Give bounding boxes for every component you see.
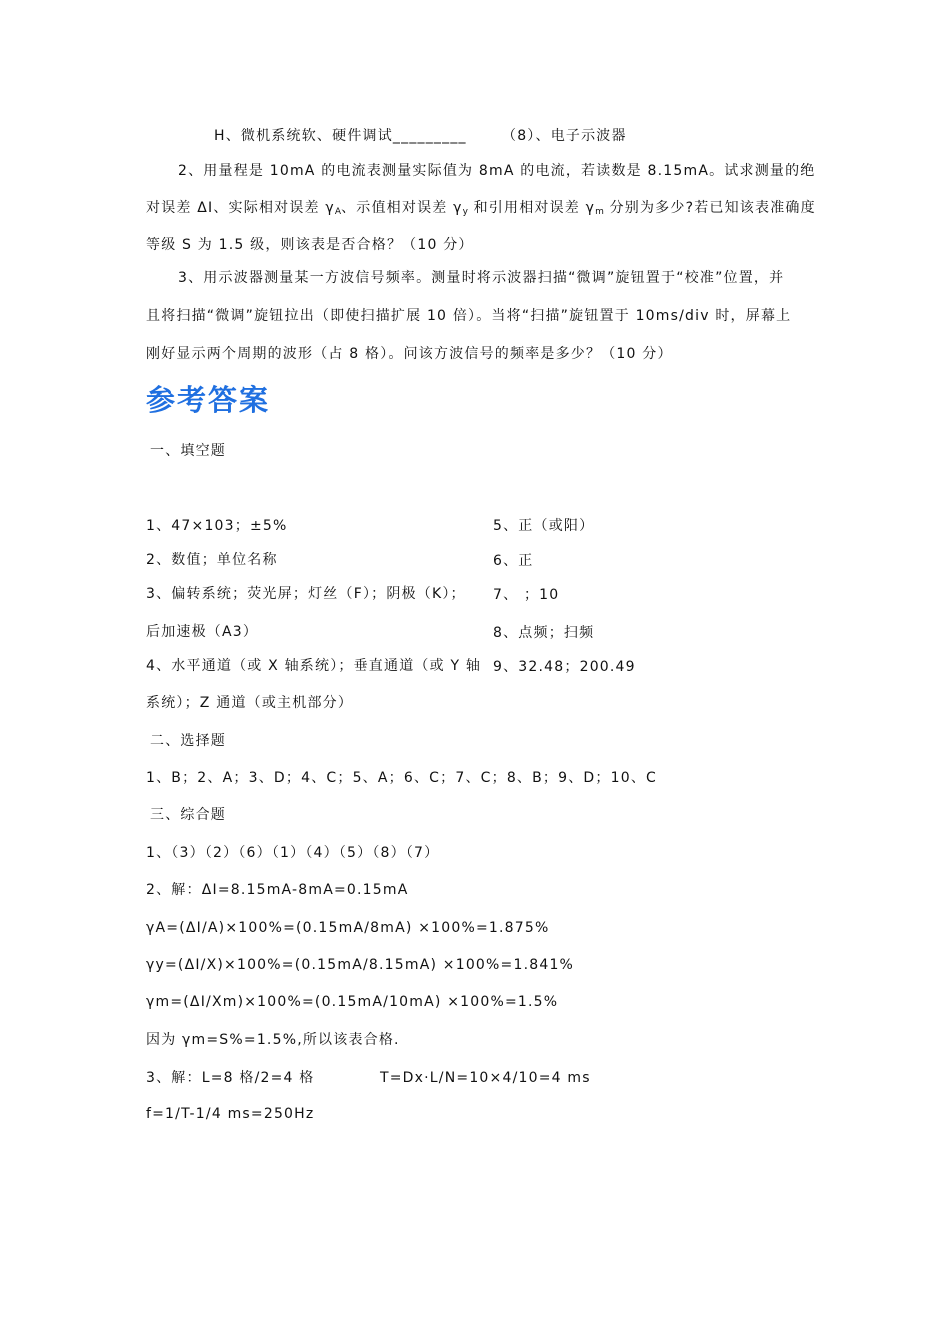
comp-answer-2-head: 2、解：ΔI=8.15mA-8mA=0.15mA [146, 882, 409, 898]
section-3-title: 三、综合题 [150, 807, 226, 823]
q3-line-1: 3、用示波器测量某一方波信号频率。测量时将示波器扫描“微调”旋钮置于“校准”位置，并 [178, 270, 785, 286]
q2-line-3: 等级 S 为 1.5 级，则该表是否合格？（10 分） [146, 237, 474, 253]
q2-line-2-d: 分别为多少?若已知该表准确度 [603, 200, 816, 216]
fill-answer-2: 2、数值；单位名称 [146, 552, 278, 568]
choice-answers: 1、B；2、A；3、D；4、C；5、A；6、C；7、C；8、B；9、D；10、C [146, 770, 658, 786]
q3-line-3: 刚好显示两个周期的波形（占 8 格）。问该方波信号的频率是多少？（10 分） [146, 346, 673, 362]
q2-line-2-b: 、示值相对误差 γ [341, 200, 463, 216]
q2-line-1: 2、用量程是 10mA 的电流表测量实际值为 8mA 的电流，若读数是 8.15mA。试求测量的绝 [178, 163, 816, 179]
q2-sub-y: y [462, 207, 468, 217]
section-1-title: 一、填空题 [150, 443, 226, 459]
fill-answer-3-cont: 后加速极（A3） [146, 624, 259, 640]
comp-answer-3-frequency: f=1/T-1/4 ms=250Hz [146, 1106, 315, 1122]
comp-answer-3-head: 3、解：L=8 格/2=4 格 [146, 1070, 315, 1086]
q2-line-2-c: 和引用相对误差 γ [467, 200, 596, 216]
fill-answer-3: 3、偏转系统；荧光屏；灯丝（F）；阴极（K）； [146, 586, 466, 602]
q2-line-2-a: 对误差 ΔI、实际相对误差 γ [146, 200, 335, 216]
section-2-title: 二、选择题 [150, 733, 226, 749]
fill-answer-4: 4、水平通道（或 X 轴系统）；垂直通道（或 Y 轴 [146, 658, 482, 674]
comp-answer-2-ya: γA=(ΔI/A)×100%=(0.15mA/8mA) ×100%=1.875% [146, 920, 550, 936]
option-h-text: H、微机系统软、硬件调试_________ [214, 128, 467, 144]
fill-answer-8: 8、点频；扫频 [493, 625, 595, 641]
comp-answer-1: 1、（3）（2）（6）（1）（4）（5）（8）（7） [146, 845, 440, 861]
fill-answer-6: 6、正 [493, 553, 534, 569]
q2-line-2 [146, 198, 816, 222]
fill-answer-5: 5、正（或阳） [493, 518, 595, 534]
comp-answer-2-ym: γm=(ΔI/Xm)×100%=(0.15mA/10mA) ×100%=1.5% [146, 994, 559, 1010]
comp-answer-2-yy: γy=(ΔI/X)×100%=(0.15mA/8.15mA) ×100%=1.841% [146, 957, 575, 973]
q3-line-2: 且将扫描“微调”旋钮拉出（即使扫描扩展 10 倍）。当将“扫描”旋钮置于 10ms/div 时，屏幕上 [146, 308, 792, 324]
q2-sub-a: A [334, 207, 342, 217]
q2-sub-m: m [595, 207, 604, 217]
fill-answer-4-cont: 系统）；Z 通道（或主机部分） [146, 695, 354, 711]
fill-answer-9: 9、32.48；200.49 [493, 659, 636, 675]
option-8-text: （8）、电子示波器 [502, 128, 627, 144]
comp-answer-2-conclusion: 因为 γm=S%=1.5%,所以该表合格. [146, 1032, 400, 1048]
fill-answer-7: 7、 ；10 [493, 587, 560, 603]
comp-answer-3-period: T=Dx·L/N=10×4/10=4 ms [380, 1070, 591, 1086]
answer-heading: 参考答案 [146, 383, 271, 417]
fill-answer-1: 1、47×103；±5% [146, 518, 288, 534]
